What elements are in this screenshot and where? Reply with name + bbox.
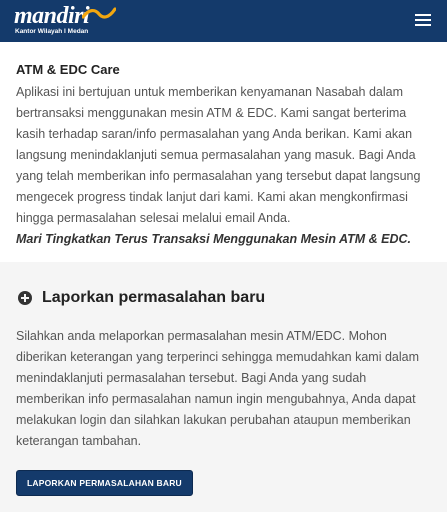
- logo-wordmark: mandiri: [14, 3, 90, 29]
- logo-subtitle: Kantor Wilayah I Medan: [15, 28, 89, 35]
- mandiri-logo[interactable]: [14, 4, 124, 38]
- top-navbar: [0, 0, 447, 42]
- report-heading: [16, 288, 431, 308]
- info-body: Aplikasi ini bertujuan untuk memberikan kenyamanan Nasabah dalam bertransaksi menggunakan mesin ATM & EDC. Kami sangat berterima kasih terhadap saran/info permasalahan yang Anda berikan. Kami akan langsung menindaklanjuti semua permasalahan yang masuk. Bagi Anda yang telah memberikan info permasalahan yang tersebut dapat langsung mengecek progress tindak lanjut dari kami. Kami akan mengkonfirmasi hingga permasalahan selesai melalui email Anda.: [16, 85, 421, 225]
- report-body: Silahkan anda melaporkan permasalahan mesin ATM/EDC. Mohon diberikan keterangan yang terperinci sehingga memudahkan kami dalam menindaklanjuti permasalahan tersebut. Bagi Anda yang sudah memberikan info permasalahan namun ingin mengubahnya, Anda dapat melakukan login dan silahkan lakukan perubahan ataupun memberikan keterangan tambahan.: [16, 329, 420, 448]
- report-new-issue-button[interactable]: LAPORKAN PERMASALAHAN BARU: [16, 470, 193, 496]
- info-title: ATM & EDC Care: [16, 62, 120, 77]
- report-title: Laporkan permasalahan baru: [42, 289, 266, 306]
- info-tagline: Mari Tingkatkan Terus Transaksi Menggunakan Mesin ATM & EDC.: [16, 232, 411, 246]
- hamburger-menu-icon[interactable]: [415, 14, 431, 28]
- logo-wave-icon: [82, 6, 116, 20]
- info-section: [0, 42, 447, 262]
- plus-circle-icon: [18, 291, 32, 305]
- report-section: [0, 262, 447, 512]
